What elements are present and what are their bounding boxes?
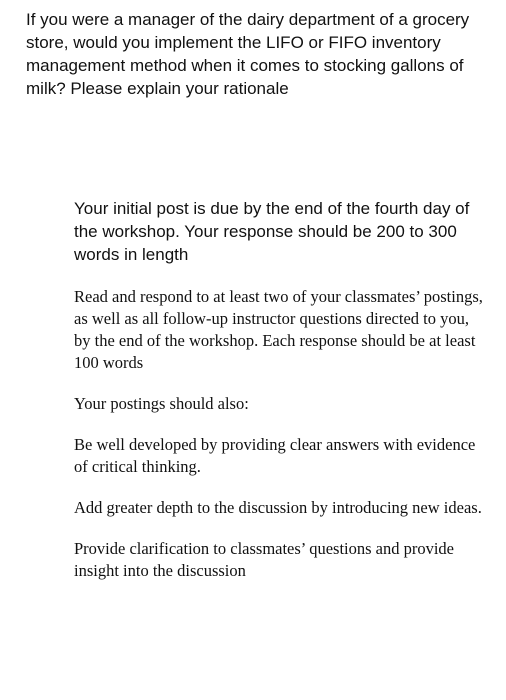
discussion-question: If you were a manager of the dairy department of a grocery store, would you implement the LIFO or FIFO inventory management method when it comes to stocking gallons of milk? Please explain your rationale xyxy=(26,10,470,98)
requirement-item: Provide clarification to classmates’ questions and provide insight into the discussion xyxy=(74,539,455,580)
respond-paragraph: Read and respond to at least two of your classmates’ postings, as well as all follow-up instructor questions directed to you, by the end of the workshop. Each response should be at least 100 words xyxy=(74,287,483,372)
requirement-item: Add greater depth to the discussion by introducing new ideas. xyxy=(74,498,482,517)
due-date-paragraph: Your initial post is due by the end of the fourth day of the workshop. Your response should be 200 to 300 words in length xyxy=(74,199,470,264)
requirement-item: Be well developed by providing clear answers with evidence of critical thinking. xyxy=(74,435,476,476)
assignment-instructions xyxy=(74,197,486,601)
postings-intro: Your postings should also: xyxy=(74,394,249,413)
